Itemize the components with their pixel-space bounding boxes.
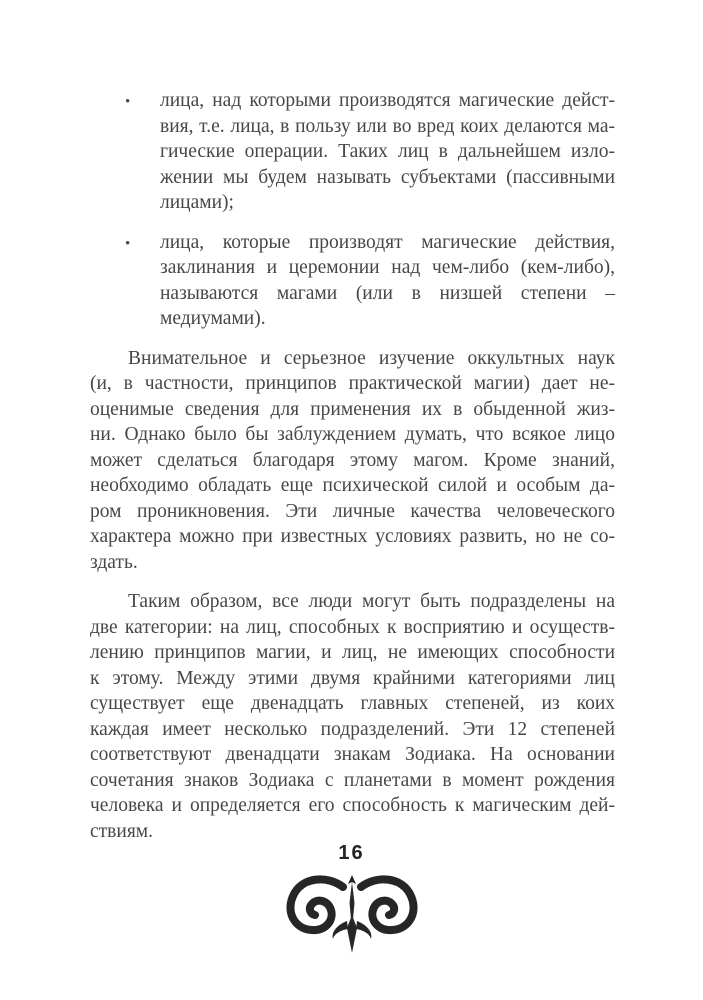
text-line: человека и определяется его способность к магическим дей- xyxy=(90,795,615,816)
text-line: лицами); xyxy=(160,192,234,213)
text-line: может сделаться благодаря этому магом. Кроме знаний, xyxy=(90,449,615,471)
text-line: к этому. Между этими двумя крайними категориями лиц xyxy=(90,667,615,689)
text-line: жении мы будем называть субъектами (пассивными xyxy=(160,166,615,188)
paragraph xyxy=(90,589,615,844)
page-content xyxy=(90,88,615,844)
scroll-fleur-ornament-icon xyxy=(0,873,703,957)
text-line: ром проникновения. Эти личные качества человеческого xyxy=(90,500,615,522)
bullet-dot-icon: • xyxy=(125,94,131,110)
page-footer xyxy=(0,842,703,957)
paragraph xyxy=(90,346,615,576)
bullet-list xyxy=(90,88,615,332)
text-line: сочетания знаков Зодиака с планетами в момент рождения xyxy=(90,769,615,791)
text-line: здать. xyxy=(90,551,138,573)
text-line: лению принципов магии, и лиц, не имеющих способности xyxy=(90,642,615,663)
text-line: (и, в частности, принципов практической магии) дает не- xyxy=(90,373,615,394)
text-line: вия, т.е. лица, в пользу или во вред коих делаются ма- xyxy=(160,115,615,137)
text-line: необходимо обладать еще психической силой и особым да- xyxy=(90,475,615,496)
bullet-dot-icon: • xyxy=(125,235,131,252)
text-line: ни. Однако было бы заблуждением думать, что всякое лицо xyxy=(90,424,615,445)
text-line: называются магами (или в низшей степени – xyxy=(160,282,615,304)
bullet-item xyxy=(125,88,615,216)
text-line: медиумами). xyxy=(160,308,266,329)
text-line: существует еще двенадцать главных степеней, из коих xyxy=(90,693,615,714)
bullet-text xyxy=(160,88,615,216)
text-line: соответствуют двенадцати знакам Зодиака. На основании xyxy=(90,744,615,765)
text-line: Внимательное и серьезное изучение оккультных наук xyxy=(128,347,615,369)
bullet-text xyxy=(160,230,615,332)
text-line: лица, над которыми производятся магические дейст- xyxy=(160,90,615,111)
text-line: гические операции. Таких лиц в дальнейшем изло- xyxy=(160,141,615,162)
text-line: каждая имеет несколько подразделений. Эти 12 степеней xyxy=(90,718,615,740)
text-line: Таким образом, все люди могут быть подразделены на xyxy=(128,591,615,612)
text-line: оценимые сведения для применения их в обыденной жиз- xyxy=(90,398,615,420)
text-line: характера можно при известных условиях развить, но не со- xyxy=(90,526,615,547)
text-line: ствиям. xyxy=(90,820,154,842)
text-line: заклинания и церемонии над чем-либо (кем-либо), xyxy=(160,257,615,278)
text-line: две категории: на лиц, способных к восприятию и осуществ- xyxy=(90,616,615,638)
page-number: 16 xyxy=(338,842,365,864)
bullet-item xyxy=(125,230,615,332)
text-line: лица, которые производят магические действия, xyxy=(160,231,615,253)
